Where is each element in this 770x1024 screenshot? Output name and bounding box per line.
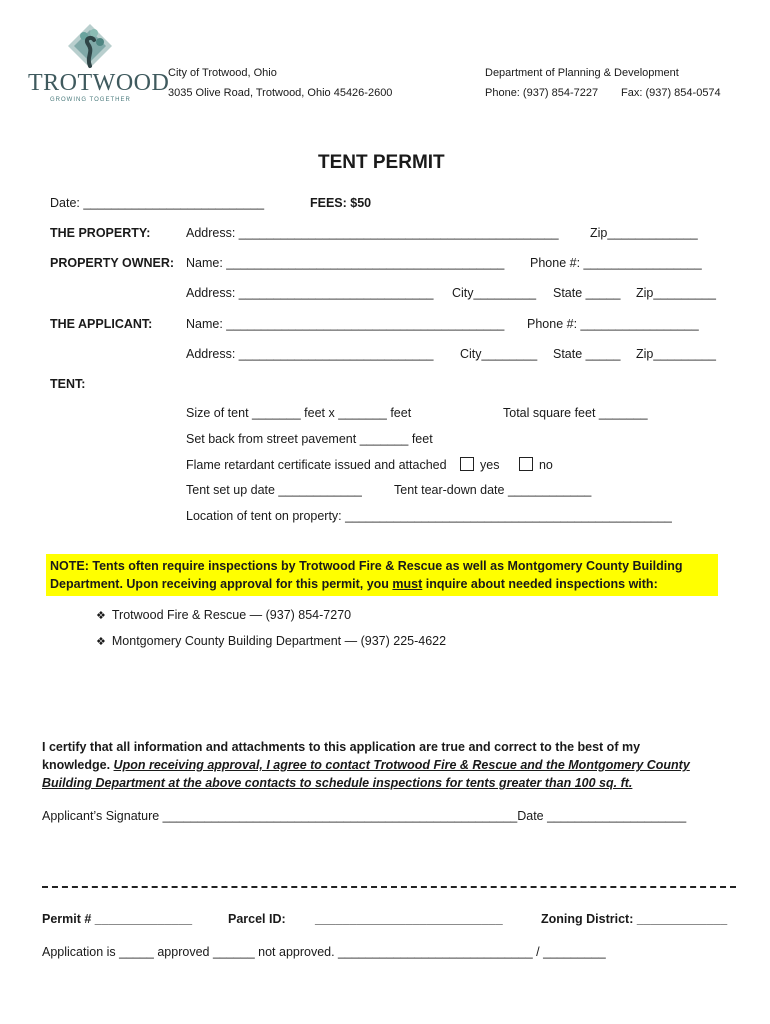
property-address-field[interactable]: Address: ______________________________________________ bbox=[186, 226, 559, 240]
department-name: Department of Planning & Development bbox=[485, 67, 679, 79]
certify-line-3: Building Department at the above contacts to schedule inspections for tents greater than 100 sq. ft. bbox=[42, 776, 633, 790]
owner-city-field[interactable]: City_________ bbox=[452, 286, 537, 300]
tree-logo-icon bbox=[64, 20, 116, 72]
city-address: 3035 Olive Road, Trotwood, Ohio 45426-2600 bbox=[168, 87, 393, 99]
owner-zip-field[interactable]: Zip_________ bbox=[636, 286, 716, 300]
note-must: must bbox=[392, 577, 423, 591]
department-fax: Fax: (937) 854-0574 bbox=[621, 87, 721, 99]
logo-name: TROTWOOD bbox=[28, 70, 170, 96]
flame-retardant-row bbox=[186, 457, 553, 472]
logo-tagline: GROWING TOGETHER bbox=[50, 97, 131, 103]
owner-state-field[interactable]: State _____ bbox=[553, 286, 621, 300]
application-status-field[interactable]: Application is _____ approved ______ not approved. ____________________________ / _________ bbox=[42, 945, 606, 959]
yes-label: yes bbox=[480, 458, 500, 472]
office-divider bbox=[42, 886, 736, 888]
diamond-bullet-icon: ❖ bbox=[96, 610, 106, 622]
teardown-date-field[interactable]: Tent tear-down date ____________ bbox=[394, 483, 592, 497]
owner-name-field[interactable]: Name: ________________________________________ bbox=[186, 256, 505, 270]
no-checkbox[interactable] bbox=[519, 457, 533, 471]
contact-item: ❖ Montgomery County Building Department — (937) 225-4622 bbox=[96, 634, 447, 648]
fees: FEES: $50 bbox=[310, 196, 372, 210]
tent-location-field[interactable]: Location of tent on property: _______________________________________________ bbox=[186, 509, 672, 523]
applicant-address-field[interactable]: Address: ____________________________ bbox=[186, 347, 434, 361]
city-name: City of Trotwood, Ohio bbox=[168, 67, 277, 79]
owner-label: PROPERTY OWNER: bbox=[50, 256, 175, 270]
page-title: TENT PERMIT bbox=[318, 152, 445, 173]
tent-size-field[interactable]: Size of tent _______ feet x _______ feet bbox=[186, 406, 412, 420]
flame-retardant-label: Flame retardant certificate issued and attached bbox=[186, 458, 447, 472]
diamond-bullet-icon: ❖ bbox=[96, 636, 106, 648]
applicant-state-field[interactable]: State _____ bbox=[553, 347, 621, 361]
setback-field[interactable]: Set back from street pavement _______ feet bbox=[186, 432, 433, 446]
certify-line-1: I certify that all information and attachments to this application are true and correct to the best of my bbox=[42, 740, 641, 754]
applicant-label: THE APPLICANT: bbox=[50, 317, 153, 331]
department-phone: Phone: (937) 854-7227 bbox=[485, 87, 599, 99]
tent-total-field[interactable]: Total square feet _______ bbox=[503, 406, 648, 420]
tent-label: TENT: bbox=[50, 377, 86, 391]
note-line-1: NOTE: Tents often require inspections by Trotwood Fire & Rescue as well as Montgomery County Building bbox=[50, 559, 683, 573]
yes-checkbox[interactable] bbox=[460, 457, 474, 471]
permit-number-field[interactable]: Permit # ______________ bbox=[42, 912, 193, 926]
note-line-2: Department. Upon receiving approval for this permit, you must inquire about needed inspections with: bbox=[50, 577, 658, 591]
date-field[interactable]: Date: __________________________ bbox=[50, 196, 265, 210]
certify-line-2: knowledge. Upon receiving approval, I agree to contact Trotwood Fire & Rescue and the Montgomery County bbox=[42, 758, 690, 772]
property-zip-field[interactable]: Zip_____________ bbox=[590, 226, 698, 240]
setup-date-field[interactable]: Tent set up date ____________ bbox=[186, 483, 362, 497]
no-label: no bbox=[538, 458, 553, 472]
property-label: THE PROPERTY: bbox=[50, 226, 151, 240]
inspection-note bbox=[46, 554, 718, 596]
applicant-phone-field[interactable]: Phone #: _________________ bbox=[527, 317, 699, 331]
applicant-zip-field[interactable]: Zip_________ bbox=[636, 347, 716, 361]
applicant-name-field[interactable]: Name: ________________________________________ bbox=[186, 317, 505, 331]
owner-address-field[interactable]: Address: ____________________________ bbox=[186, 286, 434, 300]
zoning-district-field[interactable]: Zoning District: _____________ bbox=[541, 912, 728, 926]
parcel-id-field[interactable]: ___________________________ bbox=[315, 912, 503, 926]
parcel-id-label: Parcel ID: bbox=[228, 912, 286, 926]
signature-field[interactable]: Applicant’s Signature ___________________________________________________Date ____________________ bbox=[42, 809, 687, 823]
applicant-city-field[interactable]: City________ bbox=[460, 347, 538, 361]
owner-phone-field[interactable]: Phone #: _________________ bbox=[530, 256, 702, 270]
contact-item: ❖ Trotwood Fire & Rescue — (937) 854-7270 bbox=[96, 608, 352, 622]
